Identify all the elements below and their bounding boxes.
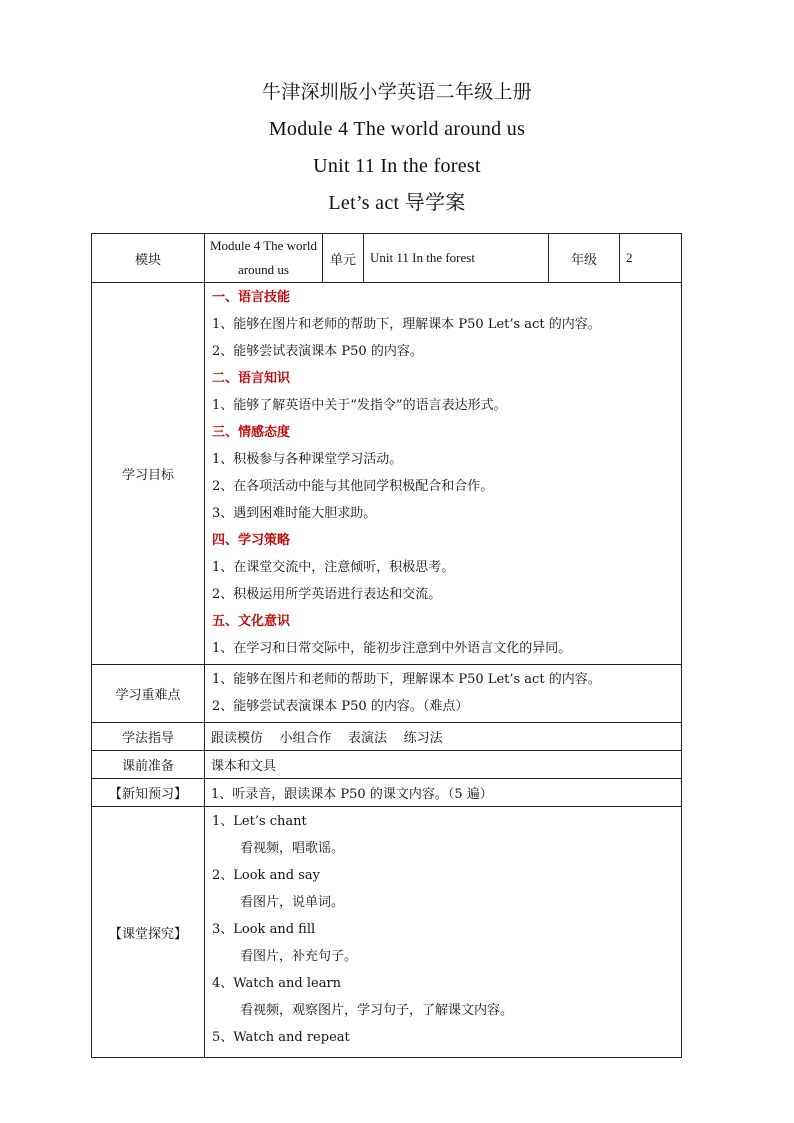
explore-subitem: 看图片，补充句子。 bbox=[240, 949, 358, 964]
key-point-item: 2、能够尝试表演课本 P50 的内容。（难点） bbox=[212, 699, 469, 714]
title-module: Module 4 The world around us bbox=[268, 118, 526, 140]
objective-item: 2、积极运用所学英语进行表达和交流。 bbox=[212, 587, 442, 602]
objectives-label: 学习目标 bbox=[92, 283, 205, 665]
explore-subitem: 看图片，说单词。 bbox=[240, 895, 345, 910]
header-row bbox=[92, 234, 682, 283]
key-points-label: 学习重难点 bbox=[92, 665, 205, 723]
objective-heading: 四、学习策略 bbox=[212, 533, 291, 548]
objectives-content bbox=[205, 283, 682, 665]
unit-value: Unit 11 In the forest bbox=[364, 234, 549, 283]
objective-heading: 三、情感态度 bbox=[212, 425, 291, 440]
preview-value: 1、听录音，跟读课本 P50 的课文内容。（5 遍） bbox=[205, 779, 682, 807]
title-unit: Unit 11 In the forest bbox=[313, 155, 481, 177]
explore-item: 2、Look and say bbox=[212, 868, 320, 883]
objective-heading: 五、文化意识 bbox=[212, 614, 291, 629]
study-guide-table bbox=[91, 233, 682, 1058]
objective-item: 3、遇到困难时能大胆求助。 bbox=[212, 506, 377, 521]
methods-value: 跟读模仿 小组合作 表演法 练习法 bbox=[205, 723, 682, 751]
objectives-row bbox=[92, 283, 682, 665]
grade-value: 2 bbox=[620, 234, 682, 283]
methods-row bbox=[92, 723, 682, 751]
objective-item: 2、在各项活动中能与其他同学积极配合和合作。 bbox=[212, 479, 494, 494]
module-label: 模块 bbox=[92, 234, 205, 283]
objective-item: 1、在课堂交流中，注意倾听，积极思考。 bbox=[212, 560, 455, 575]
preparation-value: 课本和文具 bbox=[205, 751, 682, 779]
objective-heading: 一、语言技能 bbox=[212, 290, 291, 305]
objective-item: 2、能够尝试表演课本 P50 的内容。 bbox=[212, 344, 423, 359]
objective-item: 1、能够在图片和老师的帮助下，理解课本 P50 Let’s act 的内容。 bbox=[212, 317, 601, 332]
objective-item: 1、在学习和日常交际中，能初步注意到中外语言文化的异同。 bbox=[212, 641, 572, 656]
explore-label: 【课堂探究】 bbox=[92, 807, 205, 1058]
preparation-row bbox=[92, 751, 682, 779]
explore-subitem: 看视频，观察图片，学习句子，了解课文内容。 bbox=[240, 1003, 514, 1018]
module-value bbox=[205, 234, 323, 283]
document-title-block bbox=[0, 74, 794, 222]
explore-item: 3、Look and fill bbox=[212, 922, 316, 937]
explore-content bbox=[205, 807, 682, 1058]
preview-row bbox=[92, 779, 682, 807]
explore-item: 4、Watch and learn bbox=[212, 976, 342, 991]
explore-row bbox=[92, 807, 682, 1058]
title-lesson: Let’s act 导学案 bbox=[328, 192, 466, 214]
methods-label: 学法指导 bbox=[92, 723, 205, 751]
preparation-label: 课前准备 bbox=[92, 751, 205, 779]
grade-label: 年级 bbox=[549, 234, 620, 283]
unit-label: 单元 bbox=[323, 234, 364, 283]
explore-item: 1、Let’s chant bbox=[212, 814, 307, 829]
key-points-row bbox=[92, 665, 682, 723]
module-value-line2: around us bbox=[238, 262, 289, 277]
key-point-item: 1、能够在图片和老师的帮助下，理解课本 P50 Let’s act 的内容。 bbox=[212, 672, 601, 687]
objective-item: 1、积极参与各种课堂学习活动。 bbox=[212, 452, 403, 467]
title-textbook: 牛津深圳版小学英语二年级上册 bbox=[261, 81, 533, 103]
preview-label: 【新知预习】 bbox=[92, 779, 205, 807]
key-points-content bbox=[205, 665, 682, 723]
module-value-line1: Module 4 The world bbox=[210, 238, 317, 253]
explore-subitem: 看视频，唱歌谣。 bbox=[240, 841, 345, 856]
objective-heading: 二、语言知识 bbox=[212, 371, 291, 386]
explore-item: 5、Watch and repeat bbox=[212, 1030, 350, 1045]
objective-item: 1、能够了解英语中关于“发指令”的语言表达形式。 bbox=[212, 398, 507, 413]
